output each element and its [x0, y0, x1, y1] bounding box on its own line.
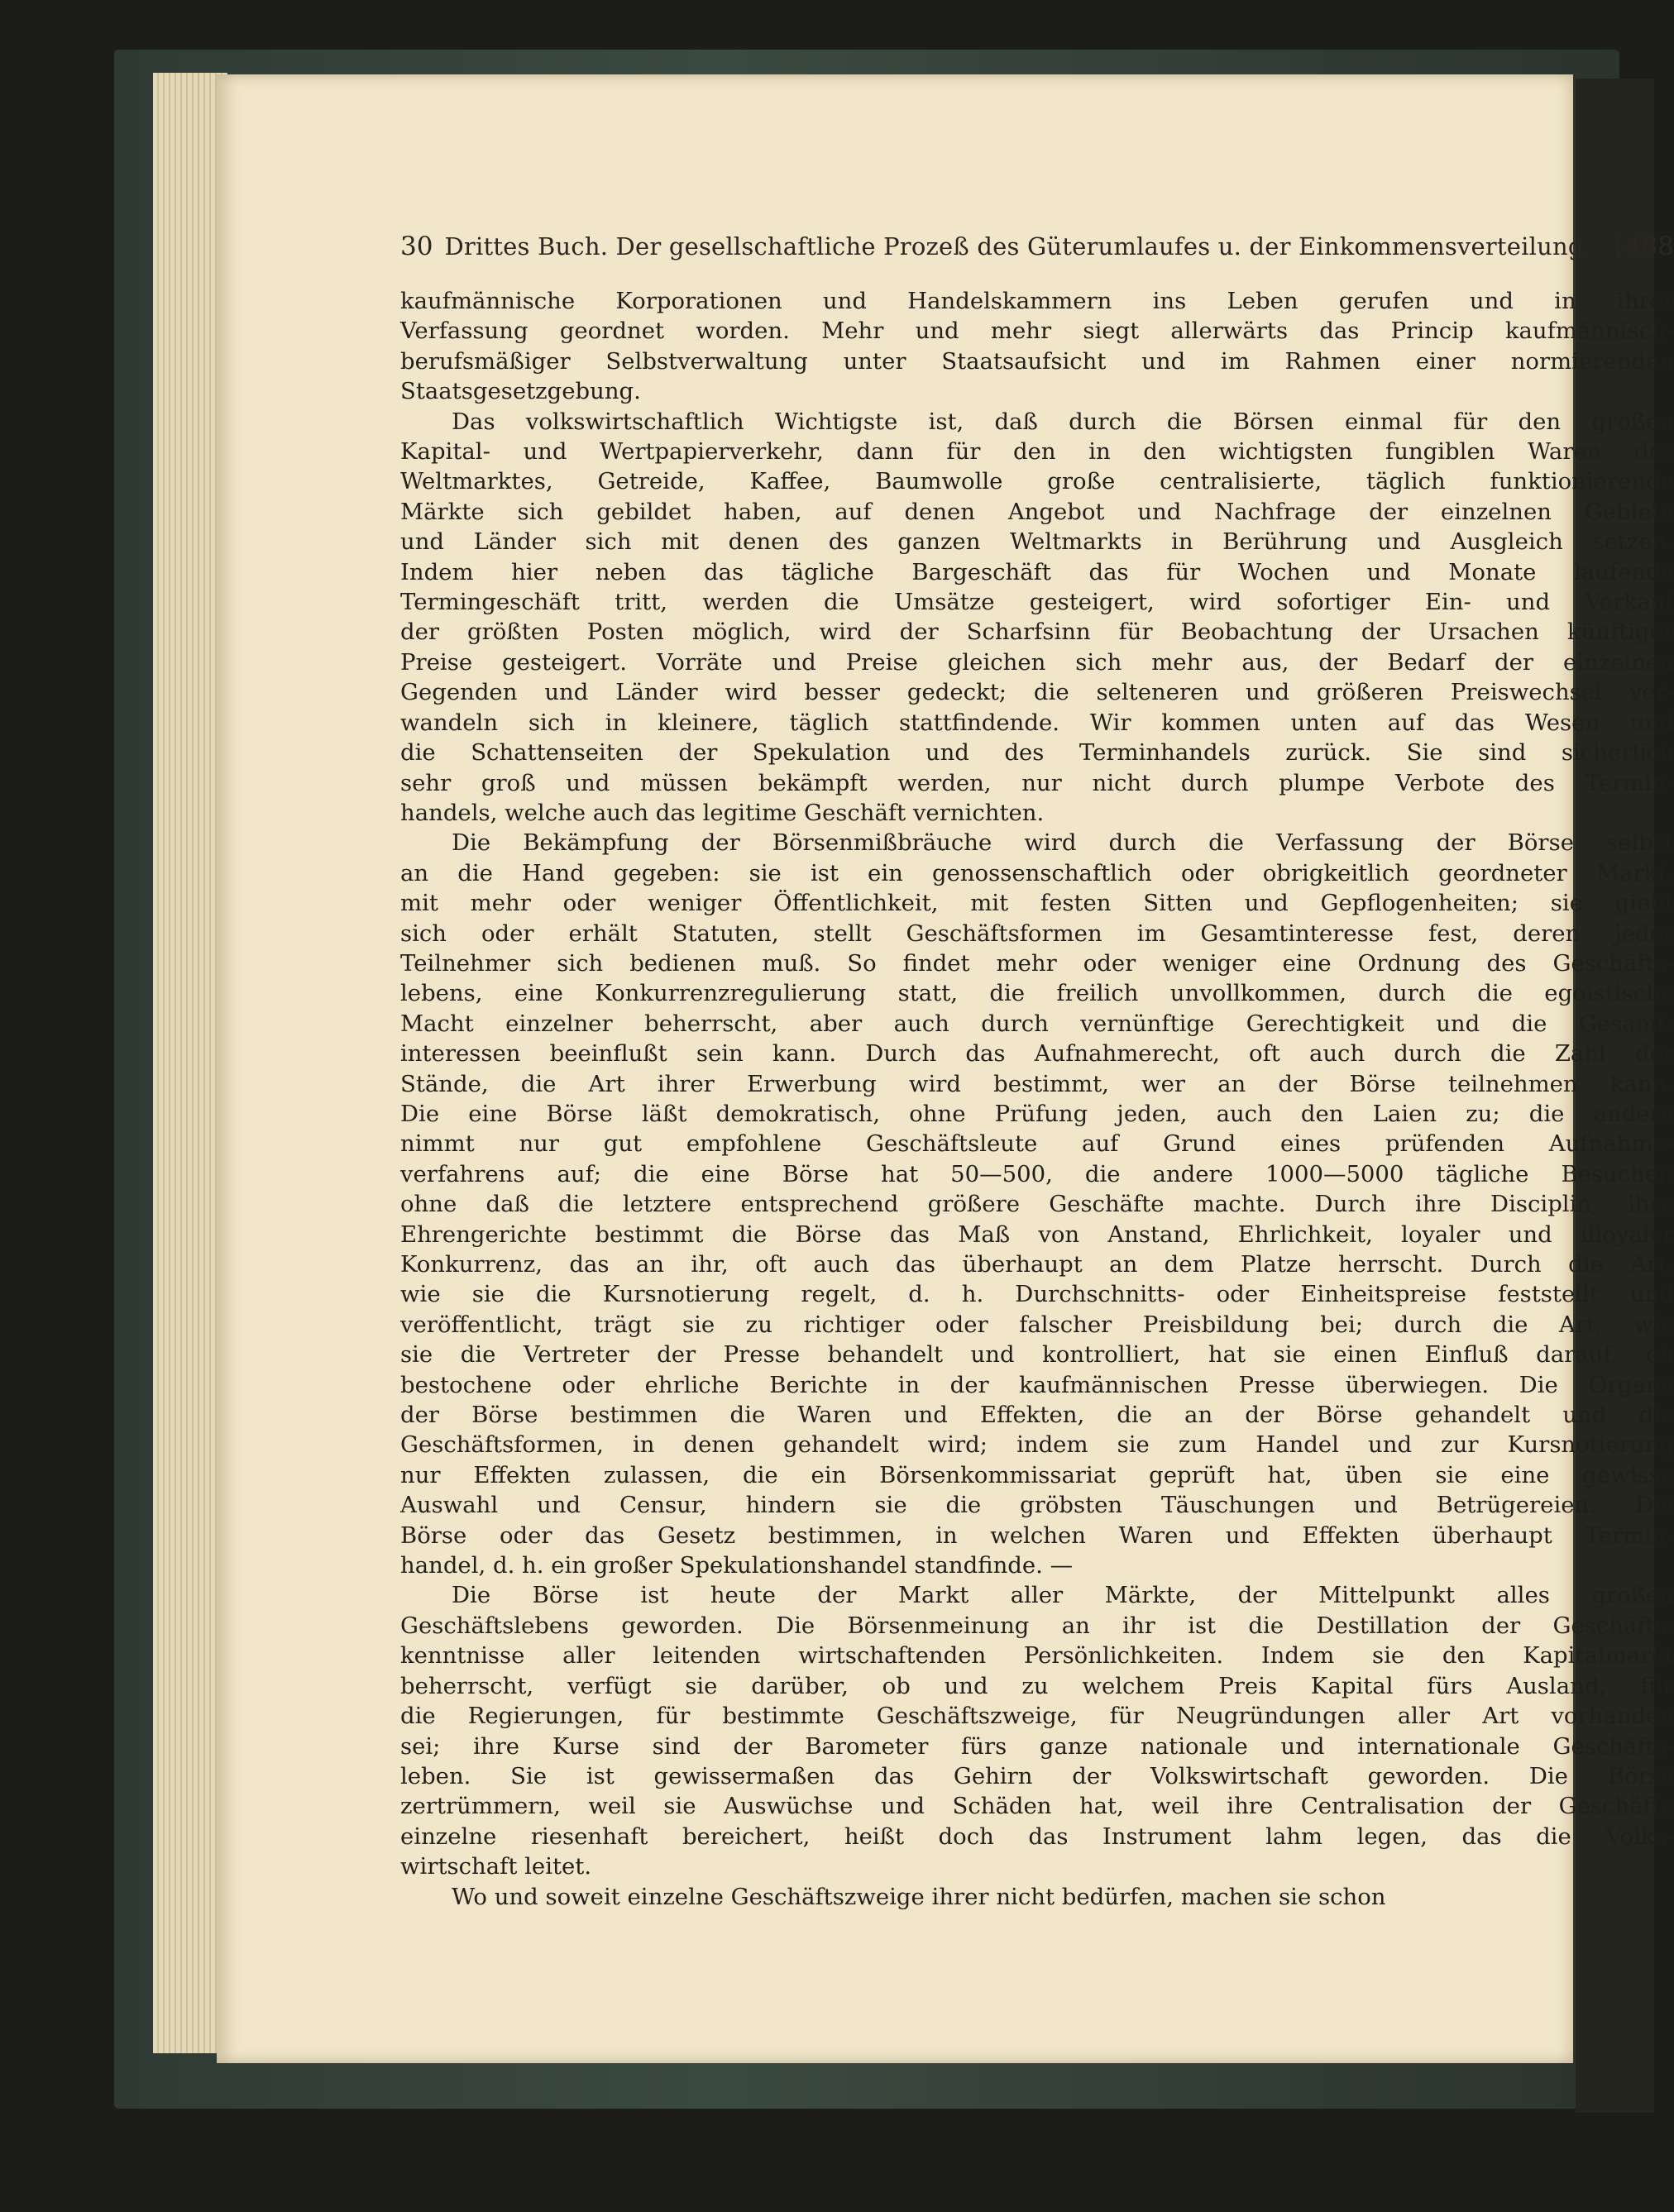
text-line: Wo und soweit einzelne Geschäftszweige ihrer nicht bedürfen, machen sie schon	[452, 1883, 1386, 1910]
body-text	[400, 286, 1674, 1912]
text-line: interessen beeinflußt sein kann. Durch das Aufnahmerecht, oft auch durch die Zahl der	[400, 1040, 1674, 1068]
text-line: wirtschaft leitet.	[400, 1853, 592, 1880]
text-line: zertrümmern, weil sie Auswüchse und Schäden hat, weil ihre Centralisation der Geschäfte	[400, 1793, 1674, 1820]
text-line: Gegenden und Länder wird besser gedeckt; die selteneren und größeren Preiswechsel ver-	[400, 679, 1674, 706]
text-line: Die Bekämpfung der Börsenmißbräuche wird durch die Verfassung der Börse selbst	[452, 829, 1674, 857]
running-head-title: Drittes Buch. Der gesellschaftliche Prozeß des Güterumlaufes u. der Einkommensverteilung.	[444, 232, 1592, 260]
text-line: die Regierungen, für bestimmte Geschäftszweige, für Neugründungen aller Art vorhanden	[400, 1703, 1674, 1730]
text-line: der Börse bestimmen die Waren und Effekten, die an der Börse gehandelt und die	[400, 1402, 1674, 1429]
text-line: veröffentlicht, trägt sie zu richtiger oder falscher Preisbildung bei; durch die Art, wie	[400, 1311, 1674, 1338]
text-line: lebens, eine Konkurrenzregulierung statt, die freilich unvollkommen, durch die egoistische	[400, 980, 1674, 1007]
text-line: sich oder erhält Statuten, stellt Geschäftsformen im Gesamtinteresse fest, deren jeder	[400, 920, 1674, 947]
text-line: sie die Vertreter der Presse behandelt und kontrolliert, hat sie einen Einfluß darauf, ob	[400, 1341, 1674, 1369]
text-line: Die Börse ist heute der Markt aller Märkte, der Mittelpunkt alles großen	[452, 1582, 1674, 1609]
paragraph	[400, 1580, 1674, 1881]
paragraph	[400, 407, 1674, 829]
text-line: wandeln sich in kleinere, täglich stattfindende. Wir kommen unten auf das Wesen und	[400, 709, 1674, 736]
text-line: mit mehr oder weniger Öffentlichkeit, mit festen Sitten und Gepflogenheiten; sie giebt	[400, 890, 1674, 917]
text-line: Geschäftsformen, in denen gehandelt wird; indem sie zum Handel und zur Kursnotierung	[400, 1431, 1674, 1459]
text-line: und Länder sich mit denen des ganzen Weltmarkts in Berührung und Ausgleich setzen.	[400, 528, 1674, 556]
text-line: an die Hand gegeben: sie ist ein genossenschaftlich oder obrigkeitlich geordneter Markt,	[400, 859, 1674, 886]
text-line: handel, d. h. ein großer Spekulationshandel standfinde. —	[400, 1552, 1074, 1579]
text-line: Die eine Börse läßt demokratisch, ohne Prüfung jeden, auch den Laien zu; die andere	[400, 1100, 1674, 1127]
text-line: handels, welche auch das legitime Geschäft vernichten.	[400, 799, 1045, 826]
text-line: Kapital- und Wertpapierverkehr, dann für den in den wichtigsten fungiblen Waren des	[400, 438, 1674, 466]
text-line: Verfassung geordnet worden. Mehr und mehr siegt allerwärts das Princip kaufmännisch-	[400, 318, 1674, 345]
text-line: Ehrengerichte bestimmt die Börse das Maß von Anstand, Ehrlichkeit, loyaler und illoyaler	[400, 1221, 1674, 1248]
running-head	[400, 232, 1674, 261]
text-line: bestochene oder ehrliche Berichte in der kaufmännischen Presse überwiegen. Die Organe	[400, 1371, 1674, 1398]
text-line: Auswahl und Censur, hindern sie die gröbsten Täuschungen und Betrügereien. Die	[400, 1492, 1674, 1519]
text-line: Stände, die Art ihrer Erwerbung wird bestimmt, wer an der Börse teilnehmen kann.	[400, 1070, 1674, 1097]
text-line: Geschäftslebens geworden. Die Börsenmeinung an ihr ist die Destillation der Geschäfts-	[400, 1612, 1674, 1639]
text-line: kenntnisse aller leitenden wirtschaftenden Persönlichkeiten. Indem sie den Kapitalmarkt	[400, 1642, 1674, 1670]
text-line: Preise gesteigert. Vorräte und Preise gleichen sich mehr aus, der Bedarf der einzelnen	[400, 648, 1674, 676]
text-line: wie sie die Kursnotierung regelt, d. h. Durchschnitts- oder Einheitspreise feststellt und	[400, 1281, 1674, 1308]
text-line: leben. Sie ist gewissermaßen das Gehirn der Volkswirtschaft geworden. Die Börse	[400, 1762, 1674, 1789]
paragraph	[400, 286, 1674, 407]
text-line: nimmt nur gut empfohlene Geschäftsleute auf Grund eines prüfenden Aufnahme-	[400, 1130, 1674, 1158]
text-line: Konkurrenz, das an ihr, oft auch das überhaupt an dem Platze herrscht. Durch die Art,	[400, 1251, 1674, 1278]
text-line: der größten Posten möglich, wird der Scharfsinn für Beobachtung der Ursachen künftiger	[400, 619, 1674, 646]
text-line: ohne daß die letztere entsprechend größere Geschäfte machte. Durch ihre Disciplin, ihre	[400, 1191, 1674, 1218]
text-line: Termingeschäft tritt, werden die Umsätze gesteigert, wird sofortiger Ein- und Verkauf	[400, 589, 1674, 616]
text-line: verfahrens auf; die eine Börse hat 50—500, die andere 1000—5000 tägliche Besucher,	[400, 1160, 1674, 1187]
text-line: sei; ihre Kurse sind der Barometer fürs ganze nationale und internationale Geschäfts-	[400, 1732, 1674, 1760]
text-line: Teilnehmer sich bedienen muß. So findet mehr oder weniger eine Ordnung des Geschäfts-	[400, 949, 1674, 977]
text-line: Weltmarktes, Getreide, Kaffee, Baumwolle große centralisierte, täglich funktionierende	[400, 468, 1674, 495]
text-line: Das volkswirtschaftlich Wichtigste ist, daß durch die Börsen einmal für den großen	[452, 408, 1674, 435]
text-line: die Schattenseiten der Spekulation und des Terminhandels zurück. Sie sind sicherlich	[400, 739, 1674, 767]
text-line: Indem hier neben das tägliche Bargeschäft das für Wochen und Monate laufende	[400, 558, 1674, 585]
text-line: nur Effekten zulassen, die ein Börsenkommissariat geprüft hat, üben sie eine gewisse	[400, 1461, 1674, 1488]
paragraph	[400, 1882, 1674, 1912]
text-line: Macht einzelner beherrscht, aber auch durch vernünftige Gerechtigkeit und die Gesamt-	[400, 1010, 1674, 1037]
text-line: Börse oder das Gesetz bestimmen, in welchen Waren und Effekten überhaupt Termin-	[400, 1522, 1674, 1549]
text-line: kaufmännische Korporationen und Handelskammern ins Leben gerufen und in ihrer	[400, 288, 1674, 314]
paragraph	[400, 828, 1674, 1580]
original-page-reference: [488	[1614, 232, 1674, 261]
text-line: sehr groß und müssen bekämpft werden, nur nicht durch plumpe Verbote des Termin-	[400, 769, 1674, 796]
book-page	[217, 74, 1674, 2063]
text-line: Märkte sich gebildet haben, auf denen Angebot und Nachfrage der einzelnen Gebiete	[400, 498, 1674, 525]
page-number: 30	[400, 232, 433, 261]
text-line: berufsmäßiger Selbstverwaltung unter Staatsaufsicht und im Rahmen einer normierenden	[400, 347, 1674, 375]
text-line: Staatsgesetzgebung.	[400, 378, 641, 405]
text-line: einzelne riesenhaft bereichert, heißt doch das Instrument lahm legen, das die Volks-	[400, 1823, 1674, 1850]
text-line: beherrscht, verfügt sie darüber, ob und zu welchem Preis Kapital fürs Ausland, für	[400, 1672, 1674, 1699]
